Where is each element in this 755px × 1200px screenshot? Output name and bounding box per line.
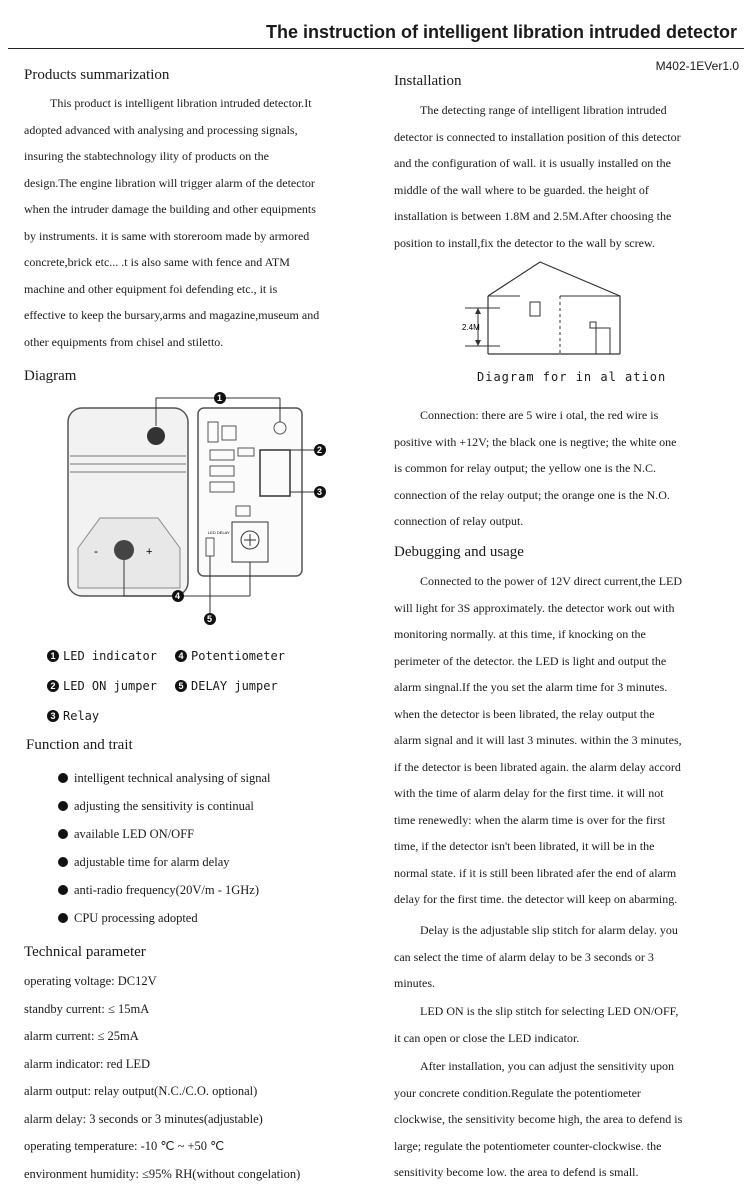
led-indicator-icon [147,427,165,445]
detector-mount-icon [530,302,540,316]
text-line: large; regulate the potentiometer counter-clockwise. the [394,1138,662,1153]
text-line: when the intruder damage the building and other equipments [24,202,316,216]
connection-paragraph [394,402,677,535]
svg-text:3: 3 [317,487,323,497]
text-line: After installation, you can adjust the sensitivity upon [420,1059,674,1073]
parameter-item: alarm output: relay output(N.C./C.O. optional) [24,1084,258,1098]
text-line: when the detector is been librated, the relay output the [394,706,655,721]
legend-potentiometer: 4 Potentiometer [175,649,285,663]
detector-diagram [60,388,350,628]
text-line: your concrete condition.Regulate the potentiometer [394,1085,641,1100]
parameter-item: alarm indicator: red LED [24,1056,150,1071]
products-paragraph [24,90,319,355]
text-line: Connected to the power of 12V direct current,the LED [420,574,683,588]
text-line: by instruments. it is same with storeroom made by armored [24,228,310,243]
legend-led-indicator: 1 LED indicator [47,649,157,663]
feature-item: adjusting the sensitivity is continual [58,792,270,820]
title-rule [8,48,744,49]
text-line: clockwise, the sensitivity become high, the area to defend is [394,1112,683,1126]
text-line: normal state. if it is still been librated afer the end of alarm [394,865,677,880]
text-line: connection of the relay output; the orange one is the N.O. [394,487,670,502]
callout-2 [314,444,326,456]
text-line: machine and other equipment foi defending etc., it is [24,281,278,296]
callout-4 [172,590,184,602]
feature-item: CPU processing adopted [58,904,270,932]
callout-1 [214,392,226,404]
text-line: positive with +12V; the black one is negtive; the white one [394,434,677,449]
height-dimension-label: 2.4M [462,323,480,332]
debugging-paragraph-1 [394,568,682,913]
installation-heading: Installation [394,73,462,89]
text-line: position to install,fix the detector to the wall by screw. [394,235,655,250]
function-heading: Function and trait [26,737,133,753]
legend-relay: 3 Relay [47,709,99,723]
svg-text:5: 5 [207,614,213,624]
svg-text:+: + [146,546,153,558]
model-number: M402-1EVer1.0 [655,59,739,73]
text-line: and the configuration of wall. it is usually installed on the [394,156,671,170]
text-line: Connection: there are 5 wire i otal, the red wire is [420,408,659,422]
feature-item: anti-radio frequency(20V/m - 1GHz) [58,876,270,904]
potentiometer-knob-icon [114,540,134,560]
door-icon [596,328,610,354]
text-line: This product is intelligent libration intruded detector.It [50,96,312,110]
text-line: insuring the stabtechnology ility of products on the [24,149,269,163]
parameter-item: environment humidity: ≤95% RH(without congelation) [24,1166,301,1181]
feature-item: intelligent technical analysing of signal [58,764,270,792]
text-line: connection of relay output. [394,514,524,528]
svg-text:-: - [94,544,98,558]
callout-5 [204,613,216,625]
parameter-item: alarm delay: 3 seconds or 3 minutes(adjustable) [24,1111,263,1126]
text-line: other equipments from chisel and stiletto. [24,334,224,349]
text-line: middle of the wall where to be guarded. the height of [394,182,649,197]
text-line: effective to keep the bursary,arms and magazine,museum and [24,308,320,322]
debugging-paragraph-4 [394,1053,682,1186]
text-line: LED ON is the slip stitch for selecting LED ON/OFF, [420,1004,679,1018]
text-line: adopted advanced with analysing and processing signals, [24,122,298,137]
text-line: design.The engine libration will trigger alarm of the detector [24,175,315,190]
technical-list [24,968,300,1188]
parameter-item: operating voltage: DC12V [24,974,157,988]
svg-text:1: 1 [217,393,223,403]
text-line: concrete,brick etc... .t is also same with fence and ATM [24,255,290,269]
diagram-heading: Diagram [24,368,77,384]
parameter-item: standby current: ≤ 15mA [24,1001,150,1016]
text-line: alarm singnal.If the you set the alarm time for 3 minutes. [394,680,668,694]
text-line: Delay is the adjustable slip stitch for alarm delay. you [420,923,678,937]
svg-text:2: 2 [317,445,323,455]
text-line: detector is connected to installation position of this detector [394,129,681,144]
text-line: can select the time of alarm delay to be 3 seconds or 3 [394,949,654,964]
callout-3 [314,486,326,498]
installation-diagram [460,256,640,366]
text-line: The detecting range of intelligent libration intruded [420,103,667,117]
feature-item: adjustable time for alarm delay [58,848,270,876]
text-line: is common for relay output; the yellow one is the N.C. [394,461,656,475]
document-title: The instruction of intelligent libration intruded detector [266,22,737,42]
text-line: monitoring normally. at this time, if knocking on the [394,627,646,641]
legend-led-on-jumper: 2 LED ON jumper [47,679,157,693]
function-list [58,764,270,932]
debugging-paragraph-3 [394,998,678,1051]
debugging-heading: Debugging and usage [394,544,524,560]
text-line: installation is between 1.8M and 2.5M.After choosing the [394,209,672,223]
svg-text:4: 4 [175,591,181,601]
text-line: time, if the detector isn't been librated, it will be in the [394,839,655,853]
legend-delay-jumper: 5 DELAY jumper [175,679,278,693]
text-line: alarm signal and it will last 3 minutes. within the 3 minutes, [394,733,682,747]
products-heading: Products summarization [24,67,170,83]
debugging-paragraph-2 [394,917,678,997]
feature-item: available LED ON/OFF [58,820,270,848]
text-line: it can open or close the LED indicator. [394,1030,580,1045]
parameter-item: operating temperature: -10 ℃ ~ +50 ℃ [24,1139,225,1153]
text-line: if the detector is been librated again. the alarm delay accord [394,759,681,774]
text-line: sensitivity become low. the area to defend is small. [394,1165,639,1179]
installation-paragraph [394,97,681,256]
parameter-item: alarm current: ≤ 25mA [24,1029,139,1043]
text-line: perimeter of the detector. the LED is light and output the [394,653,667,668]
technical-heading: Technical parameter [24,944,146,960]
text-line: will light for 3S approximately. the detector work out with [394,600,675,615]
board-marking: LED DELAY [208,530,230,535]
text-line: with the time of alarm delay for the first time. it will not [394,786,664,800]
text-line: minutes. [394,976,435,990]
installation-diagram-caption: Diagram for in al ation [477,370,667,384]
text-line: delay for the first time. the detector will keep on abarming. [394,892,678,906]
text-line: time renewedly: when the alarm time is over for the first [394,812,666,827]
